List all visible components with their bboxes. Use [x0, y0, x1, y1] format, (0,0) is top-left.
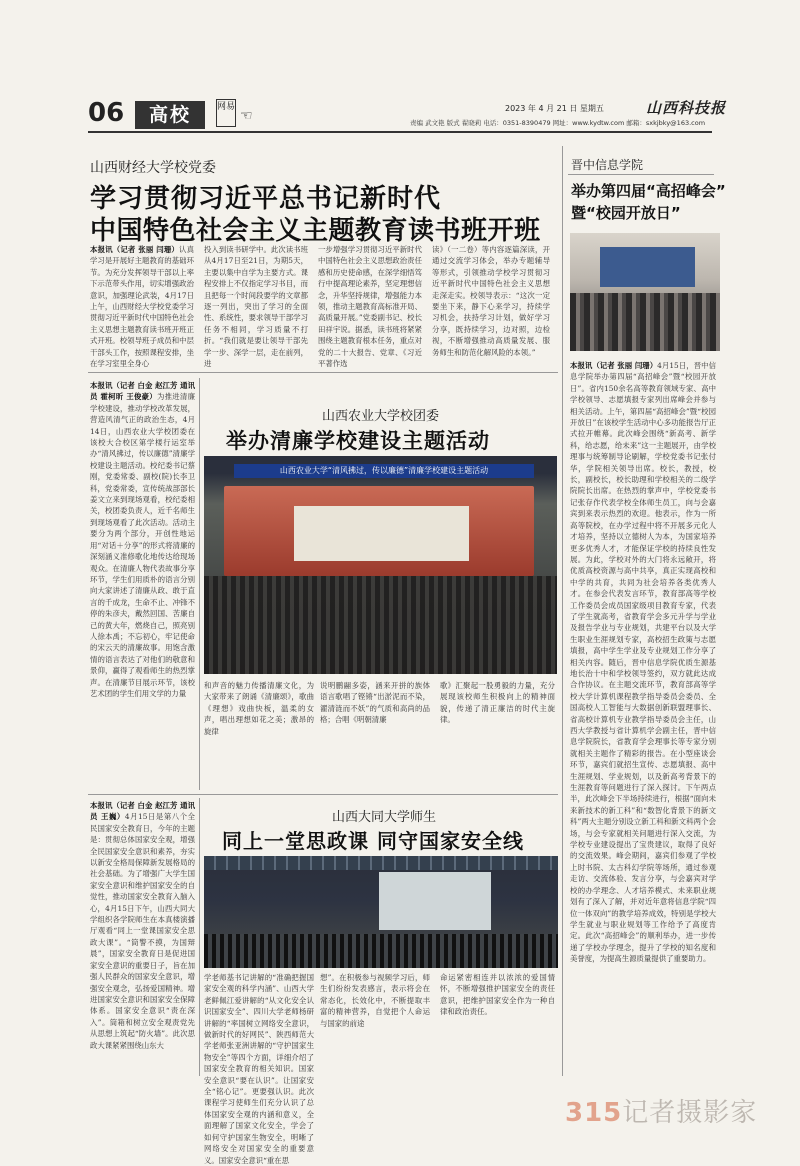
article3-photo — [204, 856, 558, 968]
sidebar-text — [570, 360, 716, 1076]
sidebar-headline-line1: 举办第四届“高招峰会” — [571, 182, 726, 200]
photo-audience — [204, 576, 557, 674]
article2-byline: 本报讯（记者 白金 赵江芳 通讯员 霍柯昕 王俊豪） — [90, 381, 195, 402]
article3-col3: 命运紧密相连并以浓浓的爱国情怀，不断增强推护国家安全的责任意识，把维护国家安全作为一种自律和政治责任。 — [440, 973, 555, 1017]
article3-col1-text: 学老师基书记讲解的“准确把握国家安全观的科学内涵”、山西大学老鲜佩江爱讲解的“从文化安全认识国家安全”、四川大学老师杨研讲解的“率国树立网络安全意识，做新时代的好网民”、陕西师范大学老师张亚洲讲解的“守护国家生物安全”等四个方面，详细介绍了国家安全教育的相关知识。国家安全意识“要在认识”。让国家安全“铭心记”。更要强认识。此次课程学习使师生们充分认识了总体国家安全观的内涵和意义，全面理解了国家文化安全，学会了如何守护国家生物安全，明晰了网络安全对国家安全的重要意义。国家安全意识“重在思 — [204, 973, 314, 1165]
article3-headline: 同上一堂思政课 同守国家安全线 — [222, 829, 524, 853]
masthead: 山西科技报 — [646, 99, 727, 117]
photo-people — [570, 293, 720, 351]
sidebar-byline: 本报讯（记者 张丽 闫珊） — [570, 361, 658, 370]
photo-screen — [294, 506, 469, 561]
photo-screen — [379, 872, 491, 930]
article1-kicker: 山西财经大学校党委 — [90, 160, 216, 176]
photo-banner: 山西农业大学“清风拂过，传以廉德”清廉学校建设主题活动 — [234, 464, 534, 478]
photo-audience — [204, 934, 558, 968]
article1-headline-line2: 中国特色社会主义主题教育读书班开班 — [90, 216, 541, 246]
sidebar-top-rule — [568, 174, 714, 175]
article3-side-col — [90, 800, 195, 1076]
article2-divider — [199, 378, 200, 790]
article3-divider — [199, 798, 200, 1076]
section-badge: 高校 — [135, 101, 205, 129]
photo-lights — [204, 856, 558, 870]
article2-bottom-rule — [88, 794, 558, 795]
article1-col3: 一步增强学习贯彻习近平新时代中国特色社会主义思想政治责任感和历史使命感，在深学细悟笃行中提高理论素养，坚定理想信念，升华坚持规律，增强能力本领，推动主题教育高标准开局、高质量开展。”党委副书记、校长田祥宇说。据悉，读书班将紧紧围绕主题教育根本任务，重点对党的二十大报告、党章、《习近平著作选 — [318, 245, 422, 369]
cursor-hand-icon: ☜ — [240, 108, 253, 124]
article2-kicker: 山西农业大学校团委 — [322, 409, 440, 424]
editor-line: 责编 武文艳 版式 翟晓莉 电话：0351-8390479 网址：www.kydtw.com 邮箱：sxkjbky@163.com — [410, 119, 706, 127]
article1-col1 — [90, 244, 194, 369]
article2-bottom-col2: 说明鹏翮多姿，涵来开拼的族体语言歌唱了铿锵“出淤泥而不染，濯清涟而不妖”的气质和高尚的品格；合唱《明朝清廉 — [320, 681, 430, 725]
article1-byline: 本报讯（记者 张丽 闫珊） — [90, 245, 179, 254]
sidebar-headline-line2: 暨“校园开放日” — [571, 204, 681, 222]
article1-col4: 读》（一二卷）等内容逐篇深读，开通过交流学习体会，举办专题辅导等形式，引领推动学校学习贯彻习近平新时代中国特色社会主义思想走深走实。校领导表示：“这次一定要坐下来，静下心来学习，持续学习机会，扶持学习计划，做好学习分享，既持续学习，边对照，边检视，不断增强推动高质量发展、服务师生和防范化解风险的本领。” — [432, 245, 550, 357]
article2-headline: 举办清廉学校建设主题活动 — [226, 429, 490, 453]
watermark — [565, 1092, 757, 1129]
issue-date: 2023 年 4 月 21 日 星期五 — [505, 104, 604, 113]
article2-photo — [204, 456, 557, 674]
sidebar-photo — [570, 233, 720, 351]
sidebar-body: 4月15日，晋中信息学院举办第四届“高招峰会”暨“校园开放日”。省内150余名高等教育领域专家、高中学校领导、志愿填报专家列出席峰会并参与相关活动。上午，第四届“高招峰会”暨“校园开放日”在该校学生活动中心多功能报告厅正式拉开帷幕。此次峰会围绕“新高考、新学科，给志愿，给未来”这一主题展开，由学校理事与统筹制导论刷解，学校党委书记张付华，学院相关领导出席。校长，教授，校长，副校长，校长助理和学校相关的二级学院院长出席。在热烈的掌声中，学校党委书记张存作代表学校全体师生员工，向与会嘉宾到来表示热烈的欢迎。他表示，作为一所高等院校，在办学过程中将不开展多元化人才培养，坚持以立德树人为本，为国家培养更多优秀人才，才能保证学校的持续良性发展。为此，学校对外的大门将永远敞开，将优质高校资源与高中共享，真正实现高校和中学的共育，共同为社会培养各类优秀人才。在参会代表发言环节，教育部高等学校工作委员会成员国家级项目教育专家，代表了学生就高考，省教育学会多元升学与学业及报告学业与专业规划，共建平台以及大学生职业生涯规划专家，高校招生政策与志愿填报，高中学生学业及专业规划工作分享了相关内容。随后，晋中信息学院优质生源基地长治十中和学校领导签约，双方就此达成合作协议。在主题交流环节，教育部高等学校大学计算机课程教学指导委员会委员、全国高校人工智能与大数据创新联盟理事长、省高校计算机专业教学指导委员会主任，山西大学教授与省计算机学会副主任，晋中信息学院院长，省教育学会理事长等专家分别就相关主题作了精彩的报告。在小型座谈会环节，嘉宾们就招生宣传、志愿填报、高中生涯规划、学业规划，以及新高考背景下的生涯教育等问题进行了深入探讨。下午两点半，此次峰会下半场持续进行，根据“面向未来新技术的新工科”和“数智化背景下的新文科”两大主题分别设立新工科和新文科两个会场，与会专家就相关问题进行深入交流，为学校专业建设提出了宝贵建议，取得了良好的交流效果。峰会期间，嘉宾们参观了学校上时书院、太古科幻学院等场所，通过参观走访、交流体验、发言分享，与会嘉宾对学校的办学理念、人才培养模式、未来职业规划有了深入了解，并对近年意将信息学院“四位一体双向”的教学培养成效，特别是学校大学生就业与职业规划等工作给予了高度肯定。此次“高招峰会”的顺利举办，进一步传递了学校办学理念，提升了学校的知名度和美誉度，为提高生源质量提供了重要助力。 — [570, 361, 716, 964]
article3-side-text: 4月15日是第八个全民国家安全教育日，今年的主题是：贯彻总体国家安全观，增强全民国家安全意识和素养，夯实以新安全格局保障新发展格局的社会基础。为了增强广大学生国家安全意识和维护国家安全的自觉性，推动国家安全教育入脑入心，4月15日下午，山西大同大学组织各学院师生在本真楼演播厅观看“同上一堂课国家安全思政大课”。“筒警不摸，为国辩晨”，国家安全教育日是促进国家安全意识的重要日子，旨在加强人民群众的国家安全意识，增强安全观念，弘扬爱国精神。增进国家安全意识和国家安全保障体系。国家安全意识“责在深入”。筒箱和树立安全观责党先从思想上筑起“防火墙”。此次思政大课紧紧围绕山东大 — [90, 812, 196, 1050]
article2-bottom-col1: 和声音的魅力传播清廉文化，为大家带来了朗诵《清廉颂》，歌曲《理想》戏曲快板，温柔的女声，唱出理想如花之美；激昂的旋律 — [204, 681, 314, 736]
sidebar-divider — [562, 146, 563, 1076]
article3-byline: 本报讯（记者 白金 赵江芳 通讯员 王巍） — [90, 801, 195, 822]
watermark-text: 记者摄影家 — [622, 1098, 758, 1128]
article2-side-text: 为推进清廉学校建设，推动学校改革发展，营造风清气正的政治生态，4月14日，山西农业大学校团委在该校大合校区第学楼行运室举办“清风拂过，传以廉德”清廉学校建设主题活动。校纪委书记蔡刚，党委常委、副校(院)长李卫科，党委常委，宣传统战部部长姜文立来到现场观看，校纪委相关，校团委负责人，近千名师生到现场观看了此次活动。活动主要分为两个部分，开创性地运用“对话＋分享”的形式将清廉的深刻涵义准修歌化地传达给现场观众。在清廉人物代表故事分享环节，学生们用质朴的语言分别向大家讲述了清廉从政、敢于直言的千成龙，生命不止、冲锋不停的朱彦夫，戴然回国、苦廉自己的黄大年，燃烧自己，照亮别人徐本禹；不忘初心，牢记使命的宋云天的清廉故事。用饱含激情的语言表达了对他们的敬意和景仰，赢得了观看师生的热烈掌声。在清廉节目展示环节，该校艺术团的学生们用文学的力量 — [90, 392, 195, 698]
article3-col2: 想”。在积极参与视频学习后，师生们纷纷发表感言，表示将会在常态化，长效化中，不断提取丰富的精神营养，自觉把个人命运与国家的前途 — [320, 973, 430, 1028]
netease-logo: 网易 — [216, 99, 236, 127]
article2-side-col — [90, 380, 195, 790]
sidebar-kicker: 晋中信息学院 — [571, 158, 644, 172]
article3-kicker: 山西大同大学师生 — [332, 810, 437, 825]
header-rule — [88, 131, 712, 133]
article1-headline-line1: 学习贯彻习近平总书记新时代 — [90, 184, 442, 214]
photo-screen — [600, 247, 695, 287]
article1-col1-text: 认真学习是开展好主题教育的基础环节。为充分发挥领导干部以上率下示范带头作用，切实增强政治意识，加强理论武装，4月17日上午，山西财经大学校党委学习贯彻习近平新时代中国特色社会主义思想主题教育读书班开班正式开班。校领导班子成员和中层干部头工作，按照课程安排，坐在学习室里全身心 — [90, 245, 194, 369]
watermark-brand: 315 — [565, 1098, 623, 1128]
article1-col2: 投入到读书研学中。此次读书班从4月17日至21日，为期5天，主要以集中自学为主要方式。课程安排上不仅指定学习书目，而且把每一个时间段要学的文章都逐一列出，突出了学习的全面性、系统性，要求领导干部学习任务不相同，学习质量不打折。“我们就是要让领导干部先学一步、深学一层，走在前列，进 — [204, 245, 308, 369]
article2-bottom-col3: 歌》汇聚起一股勇毅的力量，充分展现该校师生积极向上的精神面貌，传递了清正廉洁的时代主旋律。 — [440, 681, 555, 725]
page-number: 06 — [88, 98, 125, 128]
article1-bottom-rule — [88, 372, 558, 373]
